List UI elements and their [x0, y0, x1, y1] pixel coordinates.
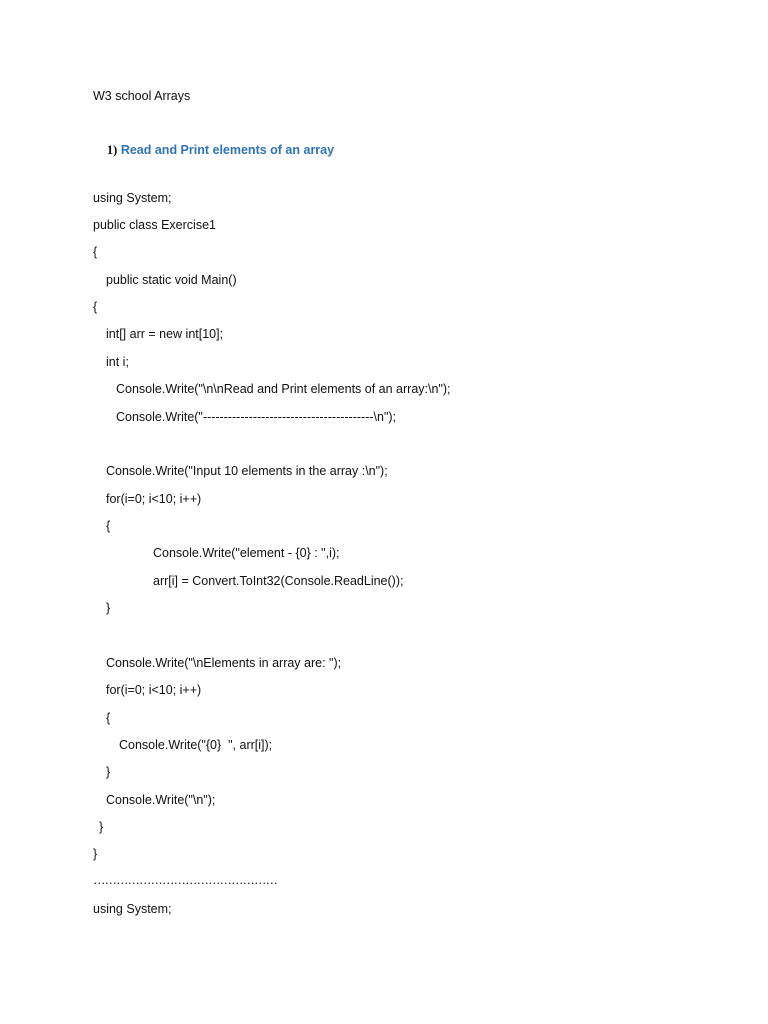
code-line: Console.Write("\n\nRead and Print elements of an array:\n");: [116, 382, 451, 396]
code-line: }: [106, 601, 111, 615]
code-line: int i;: [106, 355, 129, 369]
code-line: }: [99, 820, 104, 834]
code-line: arr[i] = Convert.ToInt32(Console.ReadLine());: [153, 574, 404, 588]
section-heading-text: Read and Print elements of an array: [120, 143, 335, 157]
code-line: for(i=0; i<10; i++): [106, 492, 202, 506]
code-line: Console.Write("{0} ", arr[i]);: [119, 738, 273, 752]
code-line: Console.Write("Input 10 elements in the array :\n");: [106, 464, 388, 478]
code-line: for(i=0; i<10; i++): [106, 683, 202, 697]
code-line: using System;: [93, 191, 172, 205]
section-heading: [93, 126, 334, 174]
code-line: public class Exercise1: [93, 218, 216, 232]
code-line: int[] arr = new int[10];: [106, 327, 224, 341]
code-line: Console.Write("element - {0} : ",i);: [153, 546, 340, 560]
code-line: {: [93, 245, 98, 259]
code-line: {: [106, 711, 111, 725]
code-line: public static void Main(): [106, 273, 237, 287]
code-line: Console.Write("-----------------------------------------\n");: [116, 410, 397, 424]
section-paren: ): [113, 143, 118, 157]
code-line: }: [93, 847, 98, 861]
code-line: Console.Write("\n");: [106, 793, 216, 807]
code-line: {: [93, 300, 98, 314]
separator-line: …………………………………………: [93, 873, 277, 887]
document-title: W3 school Arrays: [93, 89, 191, 103]
code-line: }: [106, 765, 111, 779]
code-line: Console.Write("\nElements in array are: ");: [106, 656, 342, 670]
code-line: {: [106, 519, 111, 533]
code-line: using System;: [93, 902, 172, 916]
section-number: 1: [106, 143, 114, 157]
